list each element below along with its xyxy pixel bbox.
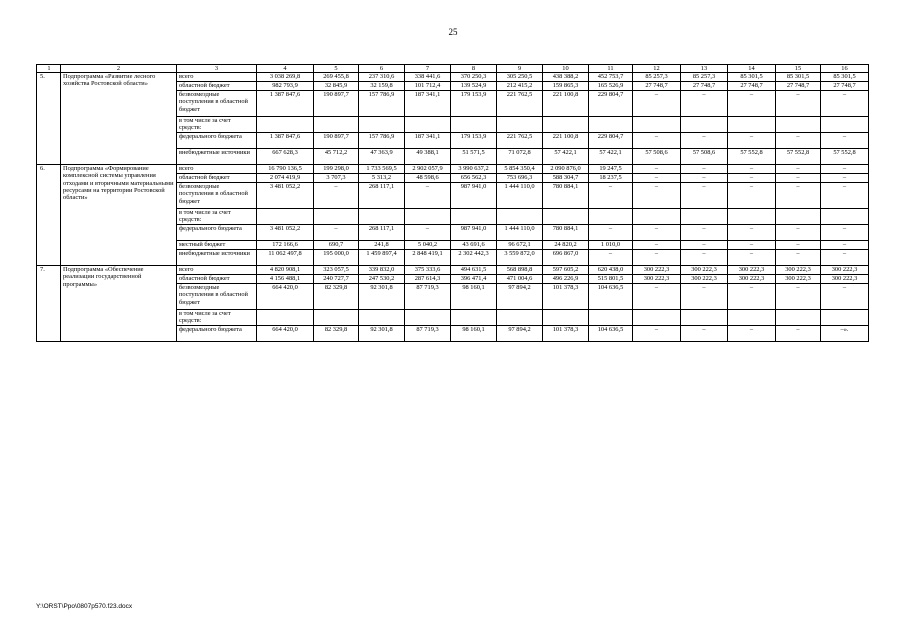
amount-cell: 195 000,0 (314, 250, 359, 266)
amount-cell: 47 363,9 (359, 149, 405, 165)
amount-cell: 57 508,6 (681, 149, 728, 165)
amount-cell: 85 257,3 (633, 73, 681, 82)
amount-cell: – (821, 133, 869, 149)
amount-cell: 496 226,9 (543, 275, 589, 284)
section-number: 7. (37, 266, 61, 342)
amount-cell: 2 074 419,9 (257, 174, 314, 183)
amount-cell: 212 415,2 (497, 82, 543, 91)
table-row (37, 266, 869, 275)
amount-cell: 1 444 110,0 (497, 225, 543, 241)
amount-cell: – (681, 133, 728, 149)
amount-cell: 452 753,7 (589, 73, 633, 82)
amount-cell: – (633, 165, 681, 174)
funding-source: безвозмездные поступления в областной бюджет (177, 91, 257, 117)
amount-cell: 370 250,3 (451, 73, 497, 82)
amount-cell: 4 156 488,1 (257, 275, 314, 284)
amount-cell (633, 310, 681, 326)
amount-cell: – (633, 326, 681, 342)
table-body (37, 65, 869, 342)
amount-cell: 1 459 897,4 (359, 250, 405, 266)
amount-cell: – (633, 225, 681, 241)
amount-cell: – (314, 183, 359, 209)
header-cell: 3 (177, 65, 257, 73)
amount-cell: 97 894,2 (497, 326, 543, 342)
amount-cell: 57 508,6 (633, 149, 681, 165)
amount-cell: 471 004,6 (497, 275, 543, 284)
amount-cell: 11 062 497,8 (257, 250, 314, 266)
amount-cell: 696 867,0 (543, 250, 589, 266)
amount-cell: 187 341,1 (405, 133, 451, 149)
amount-cell: – (681, 91, 728, 117)
amount-cell: 268 117,1 (359, 225, 405, 241)
amount-cell (681, 310, 728, 326)
funding-source: в том числе за счет средств: (177, 310, 257, 326)
amount-cell (405, 117, 451, 133)
amount-cell: – (405, 183, 451, 209)
amount-cell: 190 897,7 (314, 133, 359, 149)
amount-cell: 247 530,2 (359, 275, 405, 284)
funding-source: федерального бюджета (177, 133, 257, 149)
header-row (37, 65, 869, 73)
header-cell: 16 (821, 65, 869, 73)
amount-cell: 104 636,5 (589, 326, 633, 342)
amount-cell: – (681, 225, 728, 241)
amount-cell: – (821, 250, 869, 266)
amount-cell: 221 100,8 (543, 91, 589, 117)
amount-cell: 375 333,6 (405, 266, 451, 275)
amount-cell (728, 117, 776, 133)
amount-cell: 300 222,3 (821, 266, 869, 275)
amount-cell (359, 117, 405, 133)
amount-cell: 51 571,5 (451, 149, 497, 165)
amount-cell: 229 804,7 (589, 133, 633, 149)
table-row (37, 73, 869, 82)
amount-cell: 3 707,3 (314, 174, 359, 183)
header-cell: 9 (497, 65, 543, 73)
amount-cell: – (633, 91, 681, 117)
amount-cell: – (821, 183, 869, 209)
amount-cell (728, 310, 776, 326)
amount-cell: 268 117,1 (359, 183, 405, 209)
amount-cell: 179 153,9 (451, 133, 497, 149)
amount-cell: 57 422,1 (589, 149, 633, 165)
amount-cell: 300 222,3 (776, 266, 821, 275)
amount-cell: 1 733 569,5 (359, 165, 405, 174)
amount-cell: – (728, 250, 776, 266)
funding-source: федерального бюджета (177, 326, 257, 342)
amount-cell: 597 605,2 (543, 266, 589, 275)
amount-cell: 221 100,8 (543, 133, 589, 149)
amount-cell (633, 209, 681, 225)
header-cell: 2 (61, 65, 177, 73)
amount-cell: 3 559 872,0 (497, 250, 543, 266)
header-cell: 8 (451, 65, 497, 73)
amount-cell: 667 628,3 (257, 149, 314, 165)
header-cell: 14 (728, 65, 776, 73)
amount-cell (451, 310, 497, 326)
amount-cell (314, 117, 359, 133)
amount-cell: – (681, 284, 728, 310)
amount-cell: – (633, 133, 681, 149)
funding-source: всего (177, 165, 257, 174)
amount-cell: 690,7 (314, 241, 359, 250)
amount-cell (589, 310, 633, 326)
amount-cell: 987 941,0 (451, 183, 497, 209)
amount-cell: 85 301,5 (776, 73, 821, 82)
amount-cell: 300 222,3 (776, 275, 821, 284)
amount-cell: 300 222,3 (821, 275, 869, 284)
amount-cell: 2 302 442,3 (451, 250, 497, 266)
header-cell: 1 (37, 65, 61, 73)
amount-cell: 49 388,1 (405, 149, 451, 165)
amount-cell: 241,8 (359, 241, 405, 250)
amount-cell: 300 222,3 (728, 266, 776, 275)
amount-cell: 568 898,8 (497, 266, 543, 275)
amount-cell: – (776, 183, 821, 209)
amount-cell: 98 160,1 (451, 326, 497, 342)
amount-cell: – (776, 91, 821, 117)
amount-cell: – (314, 225, 359, 241)
amount-cell (821, 209, 869, 225)
amount-cell (314, 310, 359, 326)
amount-cell: – (821, 91, 869, 117)
amount-cell (633, 117, 681, 133)
amount-cell: – (633, 241, 681, 250)
amount-cell (314, 209, 359, 225)
amount-cell: 85 301,5 (821, 73, 869, 82)
amount-cell: 32 845,9 (314, 82, 359, 91)
amount-cell: – (728, 326, 776, 342)
amount-cell: 43 691,6 (451, 241, 497, 250)
funding-source: областной бюджет (177, 82, 257, 91)
amount-cell (681, 117, 728, 133)
amount-cell: 2 902 057,9 (405, 165, 451, 174)
amount-cell: 71 072,8 (497, 149, 543, 165)
amount-cell: 98 160,1 (451, 284, 497, 310)
amount-cell: 96 672,1 (497, 241, 543, 250)
amount-cell: 3 038 269,8 (257, 73, 314, 82)
amount-cell: 987 941,0 (451, 225, 497, 241)
amount-cell: 620 438,0 (589, 266, 633, 275)
amount-cell: 300 222,3 (681, 266, 728, 275)
amount-cell: 300 222,3 (681, 275, 728, 284)
header-cell: 15 (776, 65, 821, 73)
amount-cell: 82 329,8 (314, 284, 359, 310)
funding-source: областной бюджет (177, 275, 257, 284)
funding-source: внебюджетные источники (177, 250, 257, 266)
amount-cell: 27 748,7 (728, 82, 776, 91)
amount-cell: – (681, 174, 728, 183)
amount-cell: – (633, 284, 681, 310)
amount-cell: – (821, 284, 869, 310)
header-cell: 10 (543, 65, 589, 73)
funding-source: федерального бюджета (177, 225, 257, 241)
amount-cell (497, 117, 543, 133)
amount-cell: 48 598,6 (405, 174, 451, 183)
header-cell: 5 (314, 65, 359, 73)
amount-cell: 780 884,1 (543, 225, 589, 241)
amount-cell: 139 524,9 (451, 82, 497, 91)
amount-cell: 5 854 350,4 (497, 165, 543, 174)
amount-cell: – (589, 183, 633, 209)
amount-cell: – (405, 225, 451, 241)
amount-cell: 515 801,5 (589, 275, 633, 284)
amount-cell: 1 387 847,6 (257, 133, 314, 149)
amount-cell: 97 894,2 (497, 284, 543, 310)
amount-cell (776, 117, 821, 133)
amount-cell (257, 117, 314, 133)
amount-cell: 104 636,5 (589, 284, 633, 310)
amount-cell: –». (821, 326, 869, 342)
amount-cell: 300 222,3 (633, 275, 681, 284)
amount-cell: 1 387 847,6 (257, 91, 314, 117)
amount-cell: – (821, 225, 869, 241)
amount-cell (451, 117, 497, 133)
amount-cell: – (776, 250, 821, 266)
amount-cell: 19 247,5 (589, 165, 633, 174)
amount-cell: 87 719,3 (405, 326, 451, 342)
amount-cell: 338 441,6 (405, 73, 451, 82)
amount-cell: 588 304,7 (543, 174, 589, 183)
amount-cell: 85 301,5 (728, 73, 776, 82)
amount-cell (589, 117, 633, 133)
amount-cell (543, 310, 589, 326)
amount-cell: 1 444 110,0 (497, 183, 543, 209)
amount-cell: 157 786,9 (359, 91, 405, 117)
amount-cell: 87 719,3 (405, 284, 451, 310)
funding-source: всего (177, 266, 257, 275)
amount-cell: – (728, 225, 776, 241)
amount-cell: – (728, 241, 776, 250)
amount-cell: 82 329,8 (314, 326, 359, 342)
subprogram-name: Подпрограмма «Обеспечение реализации государственной программы» (61, 266, 177, 342)
amount-cell: – (776, 225, 821, 241)
amount-cell: 57 552,8 (776, 149, 821, 165)
amount-cell: – (728, 183, 776, 209)
amount-cell: 3 481 052,2 (257, 183, 314, 209)
amount-cell: 92 301,8 (359, 326, 405, 342)
amount-cell: 157 786,9 (359, 133, 405, 149)
amount-cell: 240 727,7 (314, 275, 359, 284)
amount-cell: 664 420,0 (257, 326, 314, 342)
amount-cell: 494 631,5 (451, 266, 497, 275)
amount-cell: 190 897,7 (314, 91, 359, 117)
amount-cell: – (776, 174, 821, 183)
amount-cell: 339 832,0 (359, 266, 405, 275)
amount-cell: – (728, 91, 776, 117)
amount-cell (543, 117, 589, 133)
amount-cell: 18 237,5 (589, 174, 633, 183)
amount-cell: 16 790 136,5 (257, 165, 314, 174)
amount-cell: 27 748,7 (821, 82, 869, 91)
amount-cell (257, 310, 314, 326)
amount-cell (359, 209, 405, 225)
amount-cell: 24 820,2 (543, 241, 589, 250)
amount-cell: – (821, 174, 869, 183)
amount-cell (776, 310, 821, 326)
amount-cell: 2 090 876,0 (543, 165, 589, 174)
section-number: 6. (37, 165, 61, 266)
amount-cell: 229 804,7 (589, 91, 633, 117)
header-cell: 6 (359, 65, 405, 73)
amount-cell: 165 526,9 (589, 82, 633, 91)
amount-cell: 237 310,6 (359, 73, 405, 82)
amount-cell: 4 820 908,1 (257, 266, 314, 275)
amount-cell: – (681, 326, 728, 342)
amount-cell (405, 209, 451, 225)
amount-cell: – (589, 225, 633, 241)
amount-cell: 101 378,3 (543, 326, 589, 342)
amount-cell (451, 209, 497, 225)
amount-cell: 287 614,3 (405, 275, 451, 284)
amount-cell: 664 420,0 (257, 284, 314, 310)
amount-cell (728, 209, 776, 225)
amount-cell: 45 712,2 (314, 149, 359, 165)
page-number: 25 (448, 27, 458, 37)
amount-cell (821, 310, 869, 326)
amount-cell: – (681, 183, 728, 209)
amount-cell (543, 209, 589, 225)
funding-source: областной бюджет (177, 174, 257, 183)
header-cell: 7 (405, 65, 451, 73)
amount-cell: – (728, 133, 776, 149)
amount-cell: 57 552,8 (728, 149, 776, 165)
amount-cell: 27 748,7 (633, 82, 681, 91)
header-cell: 4 (257, 65, 314, 73)
amount-cell (497, 209, 543, 225)
funding-source: в том числе за счет средств: (177, 117, 257, 133)
amount-cell: 300 222,3 (633, 266, 681, 275)
amount-cell: – (633, 174, 681, 183)
header-cell: 13 (681, 65, 728, 73)
amount-cell (589, 209, 633, 225)
amount-cell: 221 762,5 (497, 91, 543, 117)
amount-cell: 199 298,0 (314, 165, 359, 174)
amount-cell: – (728, 165, 776, 174)
subprogram-name: Подпрограмма «Развитие лесного хозяйства Ростовской области» (61, 73, 177, 165)
subprogram-name: Подпрограмма «Формирование комплексной системы управления отходами и вторичными материальными ресурсами на территории Ростовской области» (61, 165, 177, 266)
amount-cell: 5 313,2 (359, 174, 405, 183)
amount-cell: 172 166,6 (257, 241, 314, 250)
amount-cell: 982 793,9 (257, 82, 314, 91)
amount-cell (257, 209, 314, 225)
amount-cell: 27 748,7 (776, 82, 821, 91)
amount-cell: 85 257,3 (681, 73, 728, 82)
amount-cell: 101 712,4 (405, 82, 451, 91)
amount-cell (681, 209, 728, 225)
amount-cell: – (681, 250, 728, 266)
amount-cell: 32 159,8 (359, 82, 405, 91)
amount-cell: 179 153,9 (451, 91, 497, 117)
amount-cell: 323 057,5 (314, 266, 359, 275)
amount-cell: – (681, 165, 728, 174)
amount-cell: – (821, 241, 869, 250)
funding-source: безвозмездные поступления в областной бюджет (177, 284, 257, 310)
amount-cell: 187 341,1 (405, 91, 451, 117)
amount-cell: 780 884,1 (543, 183, 589, 209)
amount-cell: – (776, 165, 821, 174)
amount-cell: 753 696,3 (497, 174, 543, 183)
amount-cell: 221 762,5 (497, 133, 543, 149)
budget-table (36, 64, 869, 342)
amount-cell: 396 471,4 (451, 275, 497, 284)
amount-cell: – (728, 174, 776, 183)
amount-cell: – (681, 241, 728, 250)
amount-cell (776, 209, 821, 225)
table-row (37, 165, 869, 174)
amount-cell: 3 990 637,2 (451, 165, 497, 174)
amount-cell: – (633, 250, 681, 266)
amount-cell: 159 865,3 (543, 82, 589, 91)
amount-cell: – (821, 165, 869, 174)
amount-cell: – (728, 284, 776, 310)
amount-cell: – (633, 183, 681, 209)
amount-cell: 101 378,3 (543, 284, 589, 310)
amount-cell: 57 552,8 (821, 149, 869, 165)
amount-cell: – (776, 133, 821, 149)
amount-cell: 438 388,2 (543, 73, 589, 82)
amount-cell (821, 117, 869, 133)
amount-cell: – (589, 250, 633, 266)
funding-source: всего (177, 73, 257, 82)
footer-file-path: Y:\ORST\Ppo\0807p570.f23.docx (36, 603, 133, 610)
amount-cell (405, 310, 451, 326)
amount-cell: – (776, 241, 821, 250)
amount-cell: 27 748,7 (681, 82, 728, 91)
amount-cell: 92 301,8 (359, 284, 405, 310)
amount-cell: 305 250,5 (497, 73, 543, 82)
funding-source: внебюджетные источники (177, 149, 257, 165)
amount-cell: 1 010,0 (589, 241, 633, 250)
amount-cell: 656 562,3 (451, 174, 497, 183)
funding-source: в том числе за счет средств: (177, 209, 257, 225)
amount-cell: 269 455,8 (314, 73, 359, 82)
amount-cell: 5 040,2 (405, 241, 451, 250)
section-number: 5. (37, 73, 61, 165)
amount-cell: 300 222,3 (728, 275, 776, 284)
header-cell: 11 (589, 65, 633, 73)
funding-source: местный бюджет (177, 241, 257, 250)
header-cell: 12 (633, 65, 681, 73)
amount-cell (497, 310, 543, 326)
funding-source: безвозмездные поступления в областной бюджет (177, 183, 257, 209)
amount-cell: 57 422,1 (543, 149, 589, 165)
amount-cell: – (776, 284, 821, 310)
amount-cell: 3 481 052,2 (257, 225, 314, 241)
amount-cell: 2 848 419,1 (405, 250, 451, 266)
amount-cell: – (776, 326, 821, 342)
amount-cell (359, 310, 405, 326)
